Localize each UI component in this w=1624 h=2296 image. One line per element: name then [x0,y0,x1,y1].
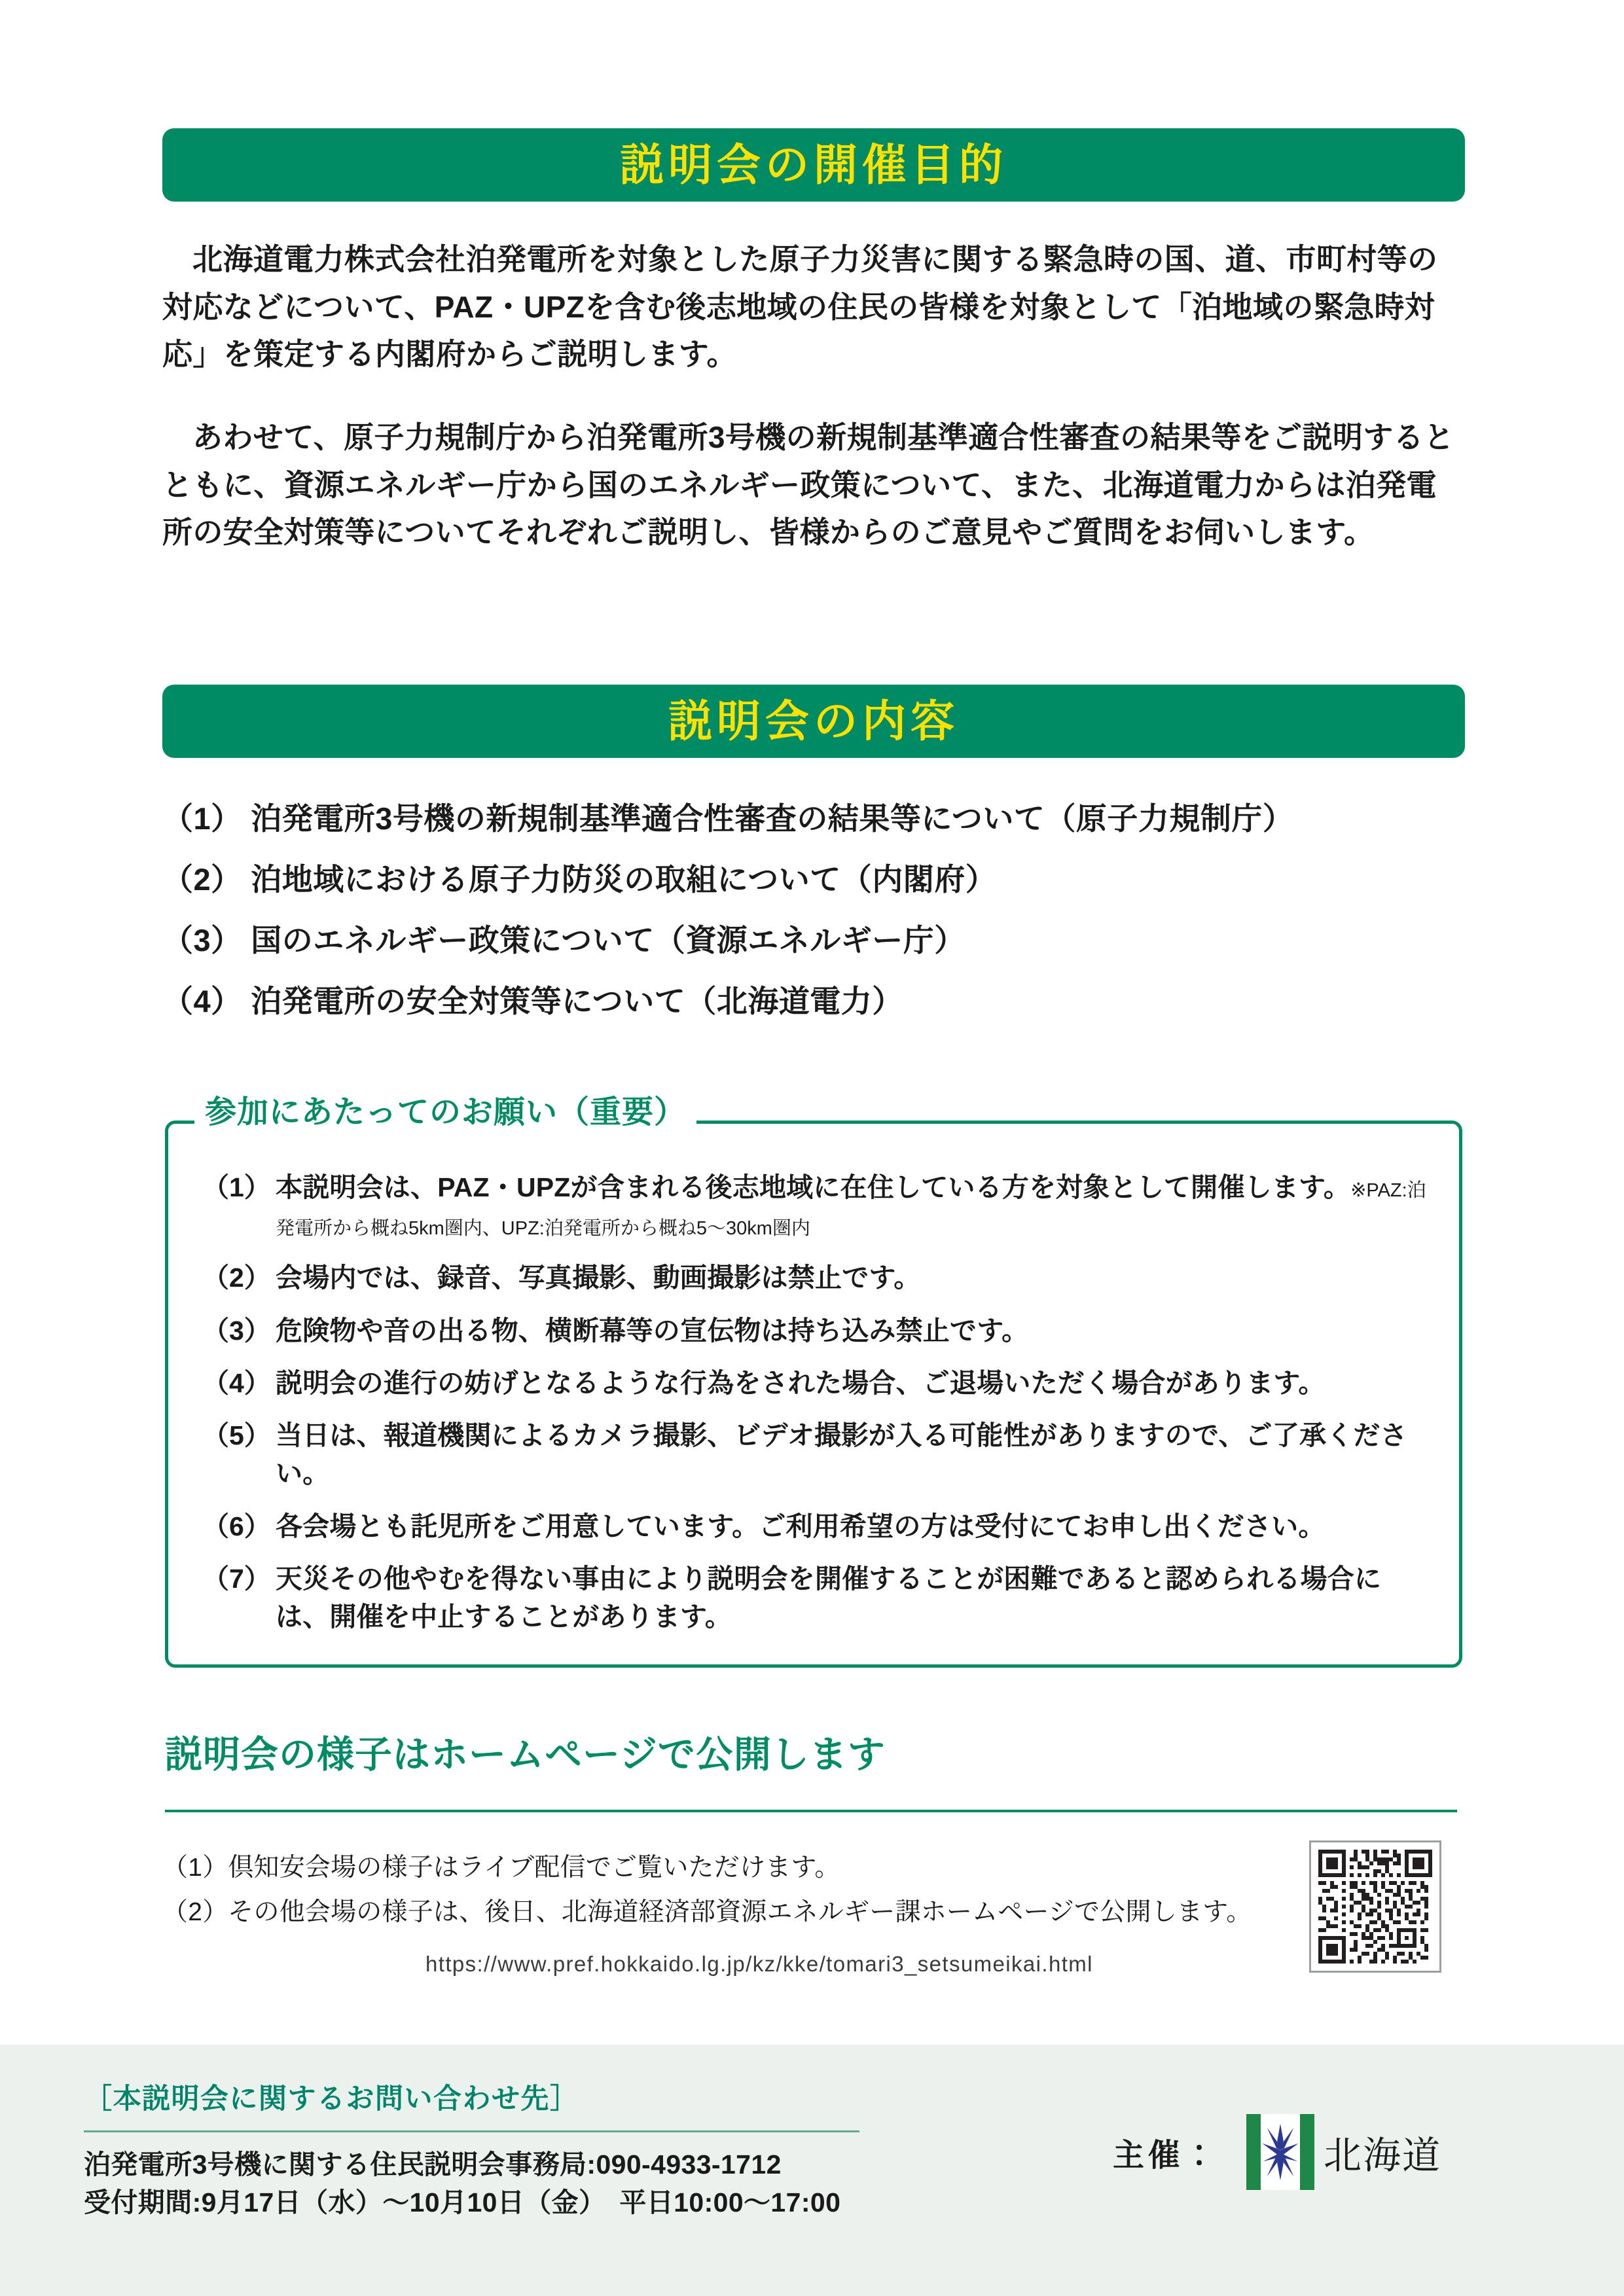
request-row [202,1364,1430,1402]
request-text: 会場内では、録音、写真撮影、動画撮影は禁止です。 [276,1263,921,1293]
request-number: （5） [202,1420,271,1451]
request-text [276,1168,1430,1244]
request-number: （7） [202,1563,271,1594]
banner-purpose-title: 説明会の開催目的 [620,140,1007,190]
host-name: 北海道 [1324,2134,1442,2177]
logo-bar-right [1300,2114,1314,2190]
footer-divider [84,2130,859,2132]
section-requests [165,1095,1462,1668]
host-label: 主催： [1113,2138,1219,2173]
logo-star-icon [1261,2119,1300,2185]
request-number: （1） [202,1172,271,1202]
footer-heading: ［本説明会に関するお問い合わせ先］ [84,2083,579,2115]
request-number: （4） [202,1367,271,1398]
request-text: 危険物や音の出る物、横断幕等の宣伝物は持ち込み禁止です。 [276,1315,1029,1346]
purpose-paragraph-2-wrap [162,414,1465,556]
footer-contact-line: 泊発電所3号機に関する住民説明会事務局:090-4933-1712 [84,2149,782,2179]
host-block [1113,2114,1441,2190]
hokkaido-flag-icon [1246,2114,1314,2190]
request-number: （3） [202,1315,271,1346]
homepage-rule-wrap [165,1810,1457,1812]
agenda-item-4-wrap [162,986,1465,1016]
homepage-divider [165,1810,1457,1812]
agenda-item-3: （3） 国のエネルギー政策について（資源エネルギー庁） [162,923,965,958]
footer-contact-block [84,2085,961,2220]
purpose-paragraph-1-wrap [162,236,1465,378]
logo-bar-left [1246,2114,1261,2190]
request-number: （6） [202,1511,271,1541]
request-row [202,1416,1430,1492]
qr-code-icon[interactable] [1309,1840,1441,1973]
agenda-item-4: （4） 泊発電所の安全対策等について（北海道電力） [162,984,903,1018]
agenda-item-2-wrap [162,864,1465,895]
homepage-url-wrap[interactable] [425,1952,1624,1977]
qr-code-matrix [1318,1850,1432,1964]
homepage-line-1-wrap [162,1855,1465,1880]
banner-contents [162,685,1465,758]
requests-box [165,1095,1462,1668]
agenda-item-3-wrap [162,925,1465,956]
homepage-line-2-wrap [162,1899,1465,1925]
agenda-item-1-wrap [162,803,1465,834]
requests-legend: 参加にあたってのお願い（重要） [194,1097,696,1128]
request-row [202,1507,1430,1545]
banner-contents-title: 説明会の内容 [668,696,959,746]
agenda-item-2: （2） 泊地域における原子力防災の取組について（内閣府） [162,862,997,897]
request-row [202,1312,1430,1350]
homepage-line-1: （1）倶知安会場の様子はライブ配信でご覧いただけます。 [162,1854,840,1882]
section-homepage [165,1736,1468,1774]
request-row [202,1259,1430,1297]
request-body: 本説明会は、PAZ・UPZが含まれる後志地域に在住している方を対象として開催します。 [276,1172,1351,1202]
requests-list [168,1124,1459,1664]
request-text: 当日は、報道機関によるカメラ撮影、ビデオ撮影が入る可能性がありますので、ご了承ください。 [276,1420,1407,1489]
request-row [202,1168,1430,1244]
request-text: 各会場とも託児所をご用意しています。ご利用希望の方は受付にてお申し出ください。 [276,1511,1326,1541]
banner-purpose [162,128,1465,202]
request-text: 天災その他やむを得ない事由により説明会を開催することが困難であると認められる場合には、開催を中止することがあります。 [276,1563,1382,1632]
purpose-paragraph-2: あわせて、原子力規制庁から泊発電所3号機の新規制基準適合性審査の結果等をご説明するとともに、資源エネルギー庁から国のエネルギー政策について、また、北海道電力からは泊発電所の安全対策等についてそれぞれご説明し、皆様からのご意見やご質問をお伺いします。 [162,420,1454,550]
request-row [202,1560,1430,1636]
homepage-title: 説明会の様子はホームページで公開します [165,1734,886,1776]
homepage-url[interactable]: https://www.pref.hokkaido.lg.jp/kz/kke/tomari3_setsumeikai.html [425,1952,1093,1976]
request-text: 説明会の進行の妨げとなるような行為をされた場合、ご退場いただく場合があります。 [276,1367,1326,1398]
purpose-paragraph-1: 北海道電力株式会社泊発電所を対象とした原子力災害に関する緊急時の国、道、市町村等の対応などについて、PAZ・UPZを含む後志地域の住民の皆様を対象として「泊地域の緊急時対応」を策定する内閣府からご説明します。 [162,242,1438,372]
footer-hours-line: 受付期間:9月17日（水）〜10月10日（金） 平日10:00〜17:00 [84,2187,841,2218]
homepage-line-2: （2）その他会場の様子は、後日、北海道経済部資源エネルギー課ホームページで公開します。 [162,1898,1252,1926]
section-purpose [162,128,1465,202]
section-contents [162,685,1465,758]
request-number: （2） [202,1263,271,1293]
request-note: ※PAZ:泊発電所から概ね5km圏内、UPZ:泊発電所から概ね5〜30km圏内 [276,1180,1426,1240]
agenda-item-1: （1） 泊発電所3号機の新規制基準適合性審査の結果等について（原子力規制庁） [162,801,1294,836]
